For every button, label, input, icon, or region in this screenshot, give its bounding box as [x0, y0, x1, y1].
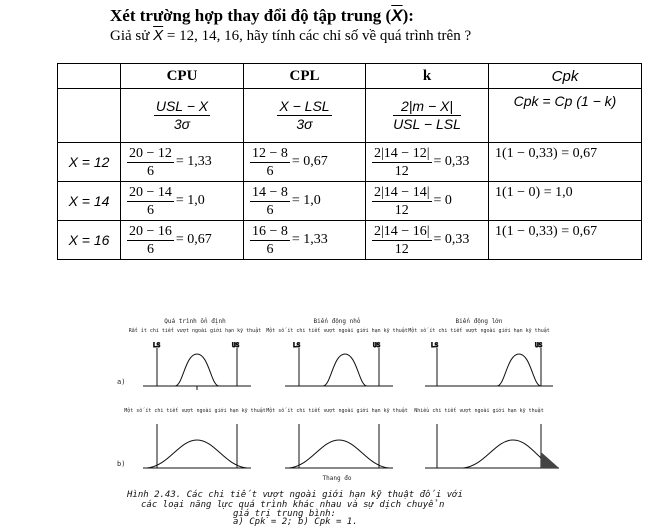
- row-a-label: a): [117, 378, 126, 386]
- figure-subtitle: Nhiều chi tiết vượt ngoài giới hạn kỹ thuật: [414, 408, 544, 414]
- figure-caption: các loại năng lực quá trình khác nhau và sự dịch chuyển: [141, 500, 445, 510]
- header-cpu: CPU: [121, 64, 244, 89]
- formula-k: $\frac{2|m - X|}{\text{USL − LSL}}$: [366, 89, 489, 143]
- figure-subtitle: Một số ít chi tiết vượt ngoài giới hạn kỹ thuật: [408, 328, 550, 334]
- cpu-cell: $\frac{20 - 16}{6}$ = 0,67: [121, 221, 244, 260]
- corner-cell: [58, 64, 121, 89]
- table-row: [58, 182, 642, 221]
- header-cpk: Cpk: [489, 64, 642, 89]
- capability-table: [57, 63, 642, 260]
- ls-label: LS: [293, 342, 301, 349]
- cpk-cell: 1(1 − 0,33) = 0,67: [489, 143, 642, 182]
- figure-title: Biến động lớn: [455, 318, 503, 325]
- figure-caption: a) Cpk = 2; b) Cpk = 1.: [233, 517, 358, 527]
- us-label: US: [535, 342, 543, 349]
- figure-subtitle: Một số ít chi tiết vượt ngoài giới hạn kỹ thuật: [124, 408, 266, 414]
- formula-corner: [58, 89, 121, 143]
- figure-subtitle: Một số ít chi tiết vượt ngoài giới hạn kỹ thuật: [266, 408, 408, 414]
- cpu-cell: $\frac{20 - 14}{6}$ = 1,0: [121, 182, 244, 221]
- figure-title: Quá trình ổn định: [164, 318, 226, 325]
- axis-label: Thang đo: [322, 475, 352, 482]
- subheading: Giả sử $\overline{X} = 12$, 14, 16, hãy tính các chỉ số về quá trình trên ?: [110, 27, 472, 44]
- us-label: US: [373, 342, 381, 349]
- row-label: X = 16: [58, 221, 121, 260]
- cpl-cell: $\frac{12 - 8}{6}$ = 0,67: [244, 143, 366, 182]
- row-label: X = 12: [58, 143, 121, 182]
- cpl-cell: $\frac{16 - 8}{6}$ = 1,33: [244, 221, 366, 260]
- header-k: k: [366, 64, 489, 89]
- figure-title: Biến động nhỏ: [313, 318, 361, 325]
- figure-caption: giá trị trung bình:: [233, 509, 336, 519]
- table-row: [58, 143, 642, 182]
- defect-area: [541, 452, 559, 468]
- panel-b3: [425, 424, 559, 468]
- panel-b2: [285, 424, 393, 468]
- header-cpl: CPL: [244, 64, 366, 89]
- figure-subtitle: Một số ít chi tiết vượt ngoài giới hạn kỹ thuật: [266, 328, 408, 334]
- distribution-figure: [113, 314, 565, 526]
- panel-a2: [285, 342, 393, 386]
- us-label: US: [232, 342, 240, 349]
- table-header-row: [58, 64, 642, 89]
- cpk-cell: 1(1 − 0,33) = 0,67: [489, 221, 642, 260]
- ls-label: LS: [153, 342, 161, 349]
- panel-b1: [143, 424, 251, 468]
- formula-cpl: $\frac{\text{X − LSL}}{3\sigma}$: [244, 89, 366, 143]
- panel-a3: [425, 342, 553, 386]
- formula-cpu: $\frac{\text{USL − X}}{3\sigma}$: [121, 89, 244, 143]
- cpl-cell: $\frac{14 - 8}{6}$ = 1,0: [244, 182, 366, 221]
- formula-cpk: Cpk = Cp (1 − k): [489, 89, 642, 143]
- figure-subtitle: Rất ít chi tiết vượt ngoài giới hạn kỹ thuật: [128, 328, 262, 334]
- ls-label: LS: [431, 342, 439, 349]
- table-row: [58, 221, 642, 260]
- k-cell: $\frac{2|14 - 16|}{12}$ = 0,33: [366, 221, 489, 260]
- cpk-cell: 1(1 − 0) = 1,0: [489, 182, 642, 221]
- k-cell: $\frac{2|14 - 14|}{12}$ = 0: [366, 182, 489, 221]
- row-label: X = 14: [58, 182, 121, 221]
- heading: Xét trường hợp thay đổi độ tập trung $(\overline{X})$:: [110, 6, 414, 25]
- row-b-label: b): [117, 460, 126, 468]
- figure-caption: Hình 2.43. Các chi tiết vượt ngoài giới hạn kỹ thuật đối với: [127, 490, 463, 500]
- cpu-cell: $\frac{20 - 12}{6}$ = 1,33: [121, 143, 244, 182]
- k-cell: $\frac{2|14 - 12|}{12}$ = 0,33: [366, 143, 489, 182]
- panel-a1: [143, 342, 251, 390]
- formula-row: [58, 89, 642, 143]
